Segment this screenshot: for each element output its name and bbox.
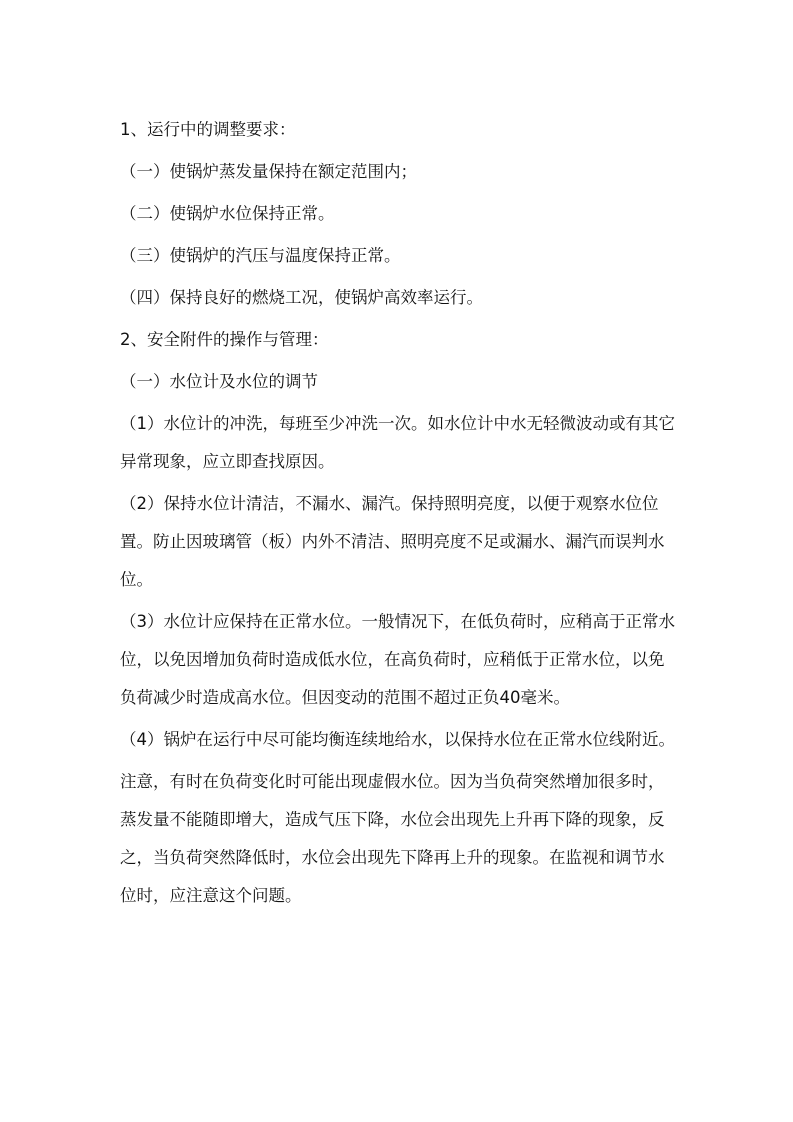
paragraph-point-2: （2）保持水位计清洁，不漏水、漏汽。保持照明亮度，以便于观察水位位置。防止因玻璃管（板）内外不清洁、照明亮度不足或漏水、漏汽而误判水位。 (120, 494, 665, 589)
document-body (120, 111, 675, 919)
paragraph-point-1: （1）水位计的冲洗，每班至少冲洗一次。如水位计中水无轻微波动或有其它异常现象，应立即查找原因。 (120, 414, 675, 471)
paragraph-item-4: （四）保持良好的燃烧工况，使锅炉高效率运行。 (120, 288, 483, 307)
paragraph-item-1: （一）使锅炉蒸发量保持在额定范围内； (120, 162, 417, 181)
paragraph-heading-1: 1、运行中的调整要求： (120, 120, 296, 139)
paragraph-note: 注意，有时在负荷变化时可能出现虚假水位。因为当负荷突然增加很多时，蒸发量不能随即增大，造成气压下降，水位会出现先上升再下降的现象，反之，当负荷突然降低时，水位会出现先下降再上升的现象。在监视和调节水位时，应注意这个问题。 (120, 772, 665, 905)
paragraph-item-3: （三）使锅炉的汽压与温度保持正常。 (120, 246, 401, 265)
paragraph-item-2: （二）使锅炉水位保持正常。 (120, 204, 335, 223)
paragraph-subheading: （一）水位计及水位的调节 (120, 372, 318, 391)
paragraph-point-3: （3）水位计应保持在正常水位。一般情况下，在低负荷时，应稍高于正常水位，以免因增加负荷时造成低水位，在高负荷时，应稍低于正常水位，以免负荷减少时造成高水位。但因变动的范围不超过正负40毫米。 (120, 612, 675, 707)
paragraph-point-4: （4）锅炉在运行中尽可能均衡连续地给水，以保持水位在正常水位线附近。 (120, 730, 675, 749)
paragraph-heading-2: 2、安全附件的操作与管理： (120, 330, 329, 349)
